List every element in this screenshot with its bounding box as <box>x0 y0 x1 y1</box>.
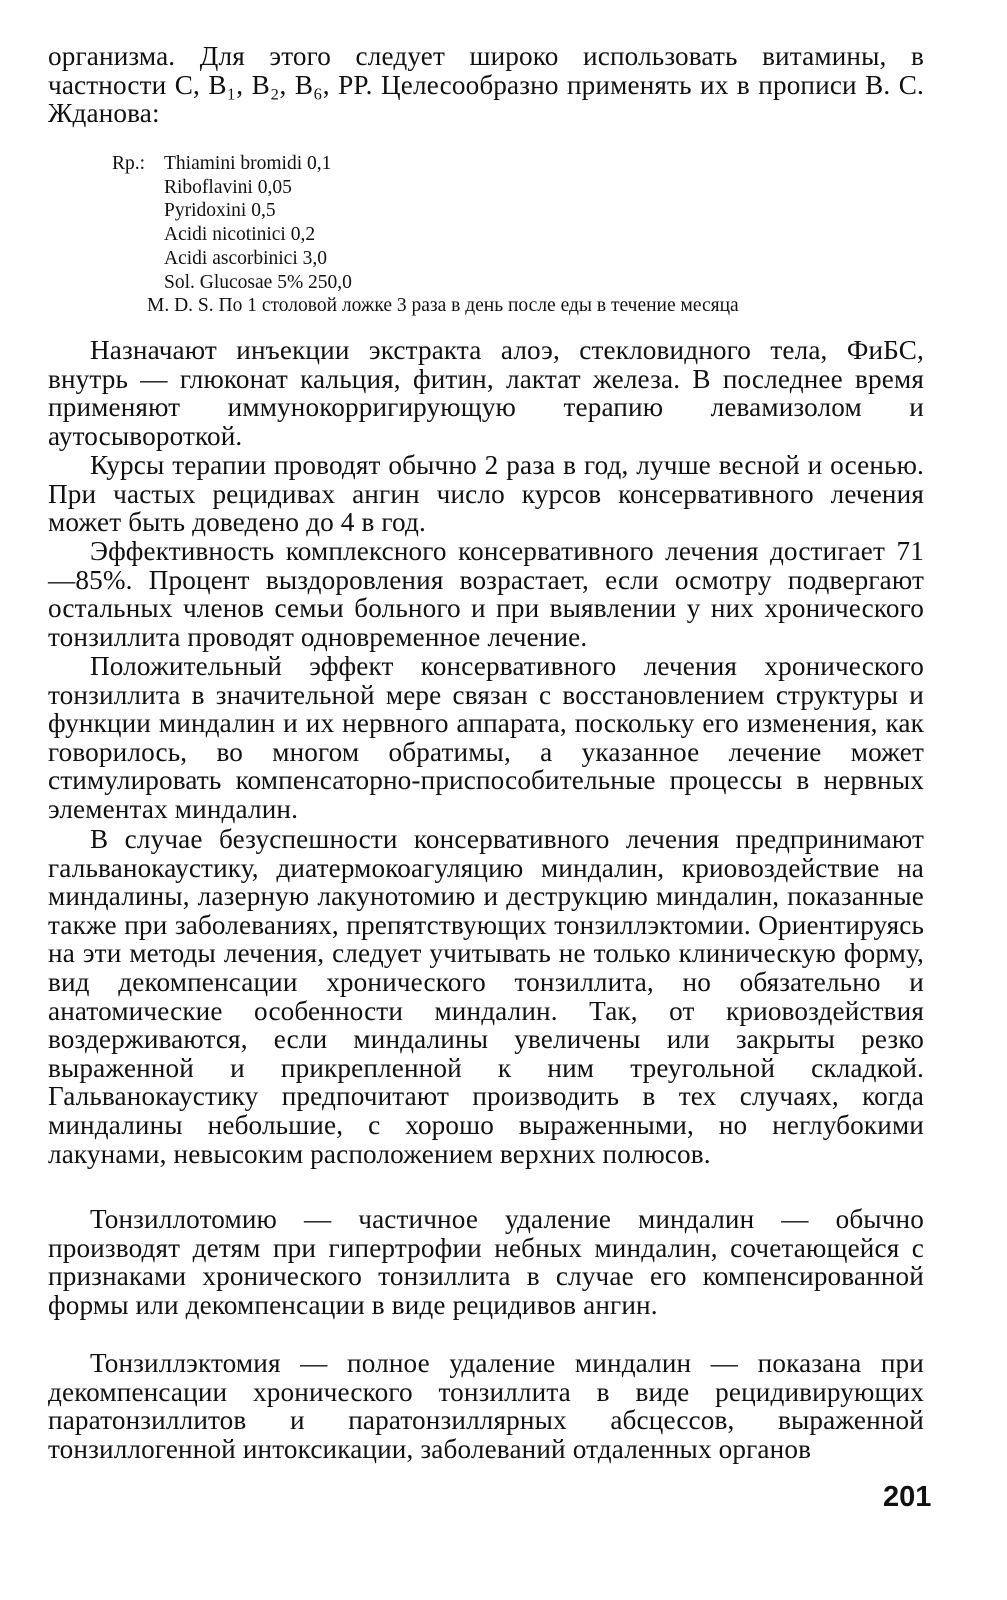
paragraph-aloe: Назначают инъекции экстракта алоэ, стекловидного тела, ФиБС, внутрь — глюконат кальция, фитин, лактат железа. В последнее время применяют иммунокорригирующую терапию левамизолом и аутосывороткой. <box>48 335 924 451</box>
prescription-block <box>112 152 932 318</box>
prescription-line <box>112 223 932 247</box>
prescription-line <box>112 271 932 295</box>
rp-label: Rp.: <box>112 153 146 174</box>
prescription-item: Riboflavini 0,05 <box>164 176 292 198</box>
intro-paragraph: организма. Для этого следует широко использовать витамины, в частности С, B₁, B₂, B₆, PP. Целесообразно применять их в прописи В. С. Жданова: <box>48 41 924 129</box>
prescription-item: Thiamini bromidi 0,1 <box>164 153 332 174</box>
prescription-line <box>112 247 932 271</box>
paragraph-tonsillectomy: Тонзиллэктомия — полное удаление миндалин — показана при декомпенсации хронического тонзиллита в виде рецидивирующих паратонзиллитов и паратонзиллярных абсцессов, выраженной тонзиллогенной интоксикации, заболеваний отдаленных органов <box>48 1348 924 1464</box>
prescription-item: Pyridoxini 0,5 <box>164 200 276 222</box>
paragraph-positive-effect: Положительный эффект консервативного лечения хронического тонзиллита в значительной мере связан с восстановлением структуры и функции миндалин и их нервного аппарата, поскольку его изменения, как говорилось, во многом обратимы, а указанное лечение может стимулировать компенсаторно-приспособительные процессы в нервных элементах миндалин. <box>48 651 924 824</box>
prescription-line <box>112 152 932 176</box>
paragraph-unsuccessful: В случае безуспешности консервативного лечения предпринимают гальванокаустику, диатермокоагуляцию миндалин, криовоздействие на миндалины, лазерную лакунотомию и деструкцию миндалин, показанные также при заболеваниях, препятствующих тонзиллэктомии. Ориентируясь на эти методы лечения, следует учитывать не только клиническую форму, вид декомпенсации хронического тонзиллита, но обязательно и анатомические особенности миндалин. Так, от криовоздействия воздерживаются, если миндалины увеличены или закрыты резко выраженной и прикрепленной к ним треугольной складкой. Гальванокаустику предпочитают производить в тех случаях, когда миндалины небольшие, с хорошо выраженными, но неглубокими лакунами, невысоким расположением верхних полюсов. <box>48 824 924 1169</box>
paragraph-tonsillotomy: Тонзиллотомию — частичное удаление миндалин — обычно производят детям при гипертрофии небных миндалин, сочетающейся с признаками хронического тонзиллита в случае его компенсированной формы или декомпенсации в виде рецидивов ангин. <box>48 1204 924 1320</box>
page-number: 201 <box>883 1481 932 1513</box>
prescription-item: Acidi ascorbinici 3,0 <box>164 247 327 269</box>
prescription-item: Sol. Glucosae 5% 250,0 <box>164 271 352 293</box>
prescription-line <box>112 176 932 200</box>
prescription-item: Acidi nicotinici 0,2 <box>164 224 316 246</box>
paragraph-efficacy: Эффективность комплексного консервативного лечения достигает 71—85%. Процент выздоровления возрастает, если осмотру подвергают остальных членов семьи больного и при выявлении у них хронического тонзиллита проводят одновременное лечение. <box>48 536 924 652</box>
prescription-signa: M. D. S. По 1 столовой ложке 3 раза в день после еды в течение месяца <box>147 295 739 317</box>
prescription-line <box>112 199 932 223</box>
paragraph-courses: Курсы терапии проводят обычно 2 раза в год, лучше весной и осенью. При частых рецидивах ангин число курсов консервативного лечения может быть доведено до 4 в год. <box>48 450 924 538</box>
